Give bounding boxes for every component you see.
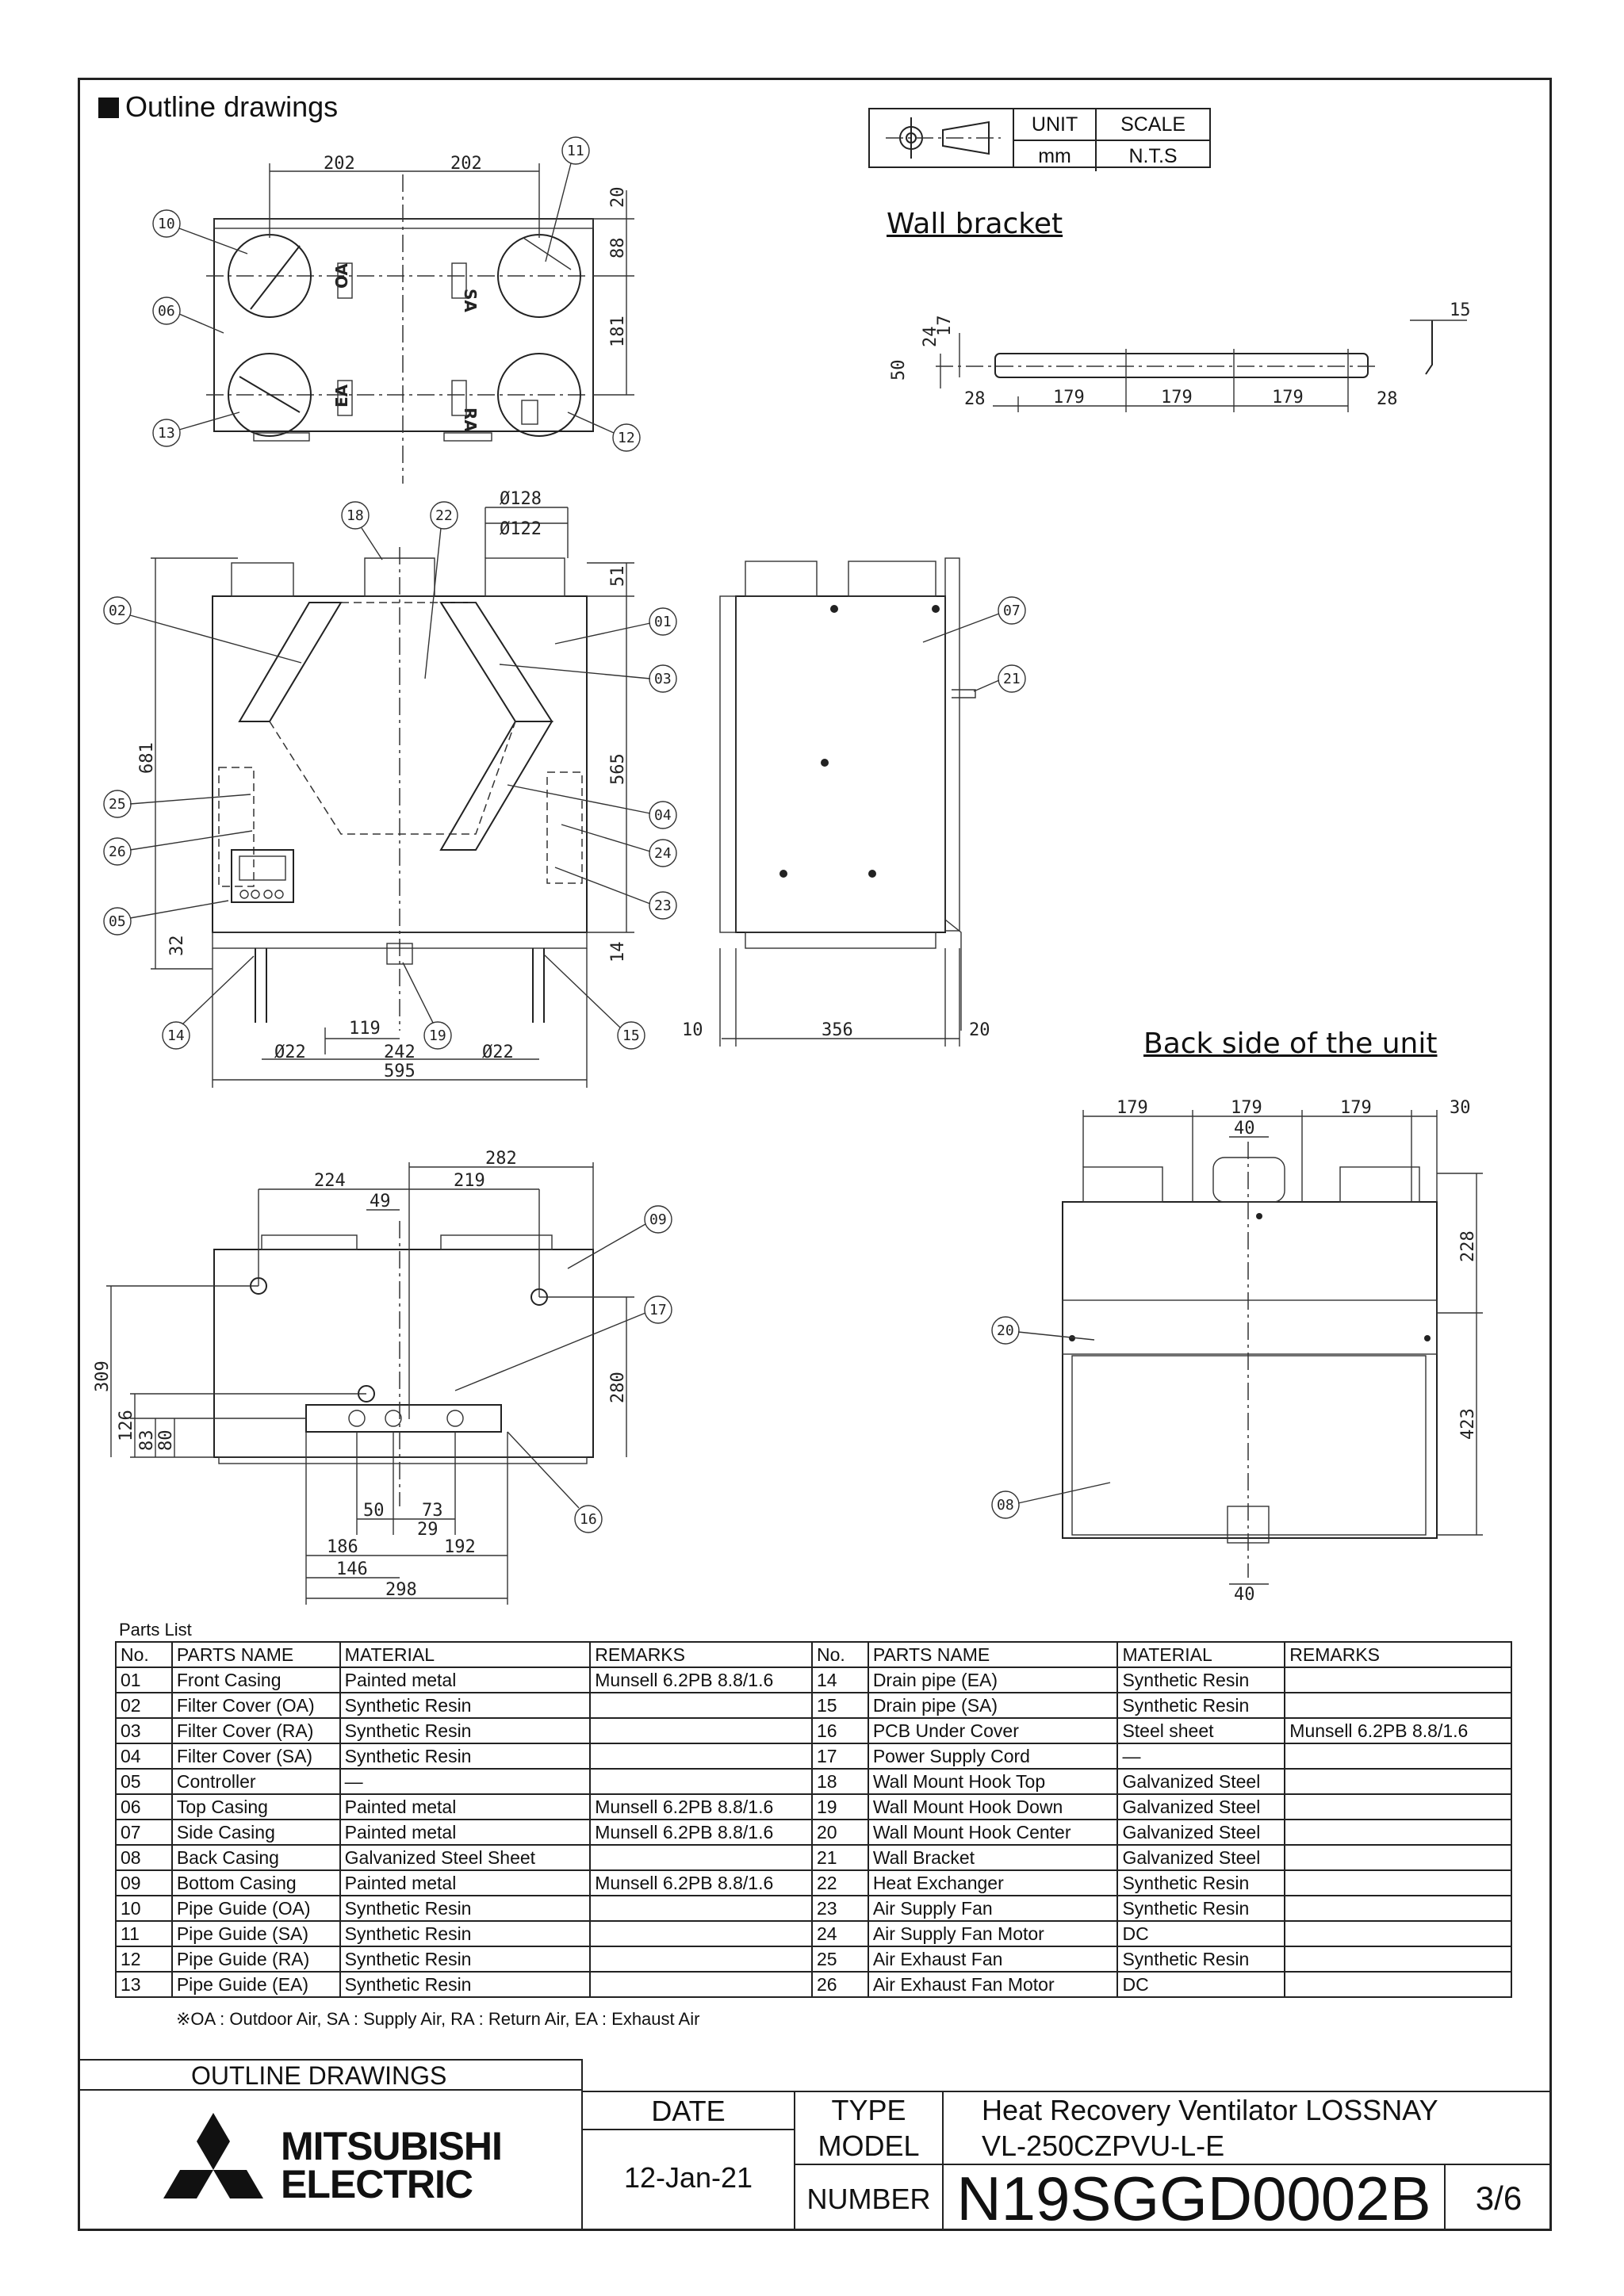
dim-bottom-126: 126 xyxy=(117,1410,136,1441)
parts-cell xyxy=(590,1921,812,1946)
parts-header-cell: REMARKS xyxy=(1285,1642,1511,1667)
callout-02: 02 xyxy=(109,603,126,619)
dim-bracket-28-left: 28 xyxy=(964,389,986,409)
parts-row xyxy=(116,1896,1511,1921)
parts-cell: 21 xyxy=(812,1845,868,1870)
brand-wordmark: MITSUBISHI ELECTRIC xyxy=(281,2124,502,2206)
parts-cell: 26 xyxy=(812,1972,868,1997)
parts-cell: Heat Exchanger xyxy=(868,1870,1118,1896)
dim-bottom-280: 280 xyxy=(608,1372,628,1403)
callout-17: 17 xyxy=(649,1302,667,1318)
dim-front-32: 32 xyxy=(167,935,187,956)
parts-row xyxy=(116,1718,1511,1743)
dim-front-51: 51 xyxy=(608,565,628,587)
parts-header-cell: PARTS NAME xyxy=(172,1642,340,1667)
parts-row xyxy=(116,1794,1511,1820)
parts-cell: Synthetic Resin xyxy=(1117,1870,1285,1896)
dim-bottom-224: 224 xyxy=(314,1171,346,1191)
parts-cell: 19 xyxy=(812,1794,868,1820)
callout-19: 19 xyxy=(429,1027,446,1044)
dim-bottom-146: 146 xyxy=(336,1559,368,1579)
parts-cell: 18 xyxy=(812,1769,868,1794)
parts-cell: 07 xyxy=(116,1820,172,1845)
parts-cell: 06 xyxy=(116,1794,172,1820)
parts-row xyxy=(116,1921,1511,1946)
parts-cell: Wall Mount Hook Top xyxy=(868,1769,1118,1794)
dim-top-202-right: 202 xyxy=(450,154,482,174)
parts-cell: — xyxy=(340,1769,591,1794)
parts-cell: Synthetic Resin xyxy=(340,1921,591,1946)
parts-cell: Side Casing xyxy=(172,1820,340,1845)
section-title: Outline drawings xyxy=(98,90,338,124)
parts-list-table xyxy=(115,1641,1512,1998)
parts-cell: Drain pipe (SA) xyxy=(868,1693,1118,1718)
dim-bottom-49: 49 xyxy=(370,1192,391,1211)
dim-bottom-192: 192 xyxy=(444,1537,476,1557)
dim-front-119: 119 xyxy=(349,1019,381,1039)
dim-front-565: 565 xyxy=(608,753,628,785)
parts-cell xyxy=(1285,1667,1511,1693)
dim-back-179-c: 179 xyxy=(1340,1098,1372,1118)
dim-back-30: 30 xyxy=(1450,1098,1471,1118)
parts-cell xyxy=(590,1946,812,1972)
parts-cell: Pipe Guide (EA) xyxy=(172,1972,340,1997)
parts-cell xyxy=(590,1845,812,1870)
number-label: NUMBER xyxy=(795,2165,944,2231)
parts-cell xyxy=(1285,1921,1511,1946)
parts-cell: Painted metal xyxy=(340,1820,591,1845)
callout-21: 21 xyxy=(1003,671,1021,687)
parts-cell: Filter Cover (OA) xyxy=(172,1693,340,1718)
parts-cell: Synthetic Resin xyxy=(340,1718,591,1743)
dim-bracket-179-a: 179 xyxy=(1053,388,1085,408)
parts-cell: Munsell 6.2PB 8.8/1.6 xyxy=(590,1820,812,1845)
callout-07: 07 xyxy=(1003,603,1021,619)
dim-side-10: 10 xyxy=(682,1020,703,1040)
parts-cell: Filter Cover (RA) xyxy=(172,1718,340,1743)
page-number: 3/6 xyxy=(1475,2179,1522,2217)
model-label: MODEL xyxy=(795,2128,944,2165)
dim-bottom-83: 83 xyxy=(137,1429,157,1451)
dim-top-181: 181 xyxy=(608,316,628,347)
parts-cell: Galvanized Steel xyxy=(1117,1820,1285,1845)
parts-cell: Synthetic Resin xyxy=(340,1896,591,1921)
callout-08: 08 xyxy=(997,1497,1014,1513)
dim-front-dia128: Ø128 xyxy=(500,489,542,509)
parts-row xyxy=(116,1743,1511,1769)
dim-bottom-50: 50 xyxy=(363,1501,385,1521)
parts-cell: 12 xyxy=(116,1946,172,1972)
parts-header-cell: PARTS NAME xyxy=(868,1642,1118,1667)
parts-cell: 02 xyxy=(116,1693,172,1718)
parts-cell: Air Exhaust Fan Motor xyxy=(868,1972,1118,1997)
parts-cell: Filter Cover (SA) xyxy=(172,1743,340,1769)
parts-cell: 14 xyxy=(812,1667,868,1693)
parts-cell: Air Exhaust Fan xyxy=(868,1946,1118,1972)
back-side-label: Back side of the unit xyxy=(1143,1027,1438,1060)
callout-04: 04 xyxy=(654,807,672,824)
parts-cell: 08 xyxy=(116,1845,172,1870)
scale-label: SCALE xyxy=(1096,109,1209,140)
dim-front-dia22-left: Ø22 xyxy=(274,1043,306,1062)
callout-23: 23 xyxy=(654,897,672,914)
parts-row xyxy=(116,1820,1511,1845)
parts-cell: Top Casing xyxy=(172,1794,340,1820)
type-label: TYPE xyxy=(795,2091,944,2128)
dim-bracket-15: 15 xyxy=(1450,300,1471,320)
parts-cell: DC xyxy=(1117,1972,1285,1997)
parts-cell: Steel sheet xyxy=(1117,1718,1285,1743)
parts-cell: Back Casing xyxy=(172,1845,340,1870)
parts-header-cell: REMARKS xyxy=(590,1642,812,1667)
parts-body xyxy=(116,1667,1511,1997)
callout-06: 06 xyxy=(158,303,175,320)
dim-bottom-80: 80 xyxy=(156,1429,176,1451)
parts-cell: Painted metal xyxy=(340,1667,591,1693)
parts-row xyxy=(116,1870,1511,1896)
dim-front-595: 595 xyxy=(384,1062,416,1081)
dim-top-88: 88 xyxy=(608,237,628,258)
parts-cell: Synthetic Resin xyxy=(340,1946,591,1972)
dim-bracket-50: 50 xyxy=(889,359,909,381)
parts-cell: Synthetic Resin xyxy=(1117,1946,1285,1972)
model-value: VL-250CZPVU-L-E xyxy=(944,2128,1552,2165)
parts-cell xyxy=(590,1693,812,1718)
parts-cell: 09 xyxy=(116,1870,172,1896)
parts-cell: Painted metal xyxy=(340,1870,591,1896)
parts-row xyxy=(116,1769,1511,1794)
parts-cell: Galvanized Steel xyxy=(1117,1794,1285,1820)
wall-bracket-view xyxy=(889,300,1471,412)
parts-cell: Galvanized Steel Sheet xyxy=(340,1845,591,1870)
title-block xyxy=(78,2059,1552,2231)
dim-front-dia22-right: Ø22 xyxy=(482,1043,514,1062)
scale-value: N.T.S xyxy=(1096,140,1209,171)
unit-label: UNIT xyxy=(1014,109,1096,140)
parts-cell xyxy=(1285,1820,1511,1845)
dim-bracket-179-b: 179 xyxy=(1161,388,1193,408)
parts-cell xyxy=(590,1972,812,1997)
parts-header-row xyxy=(116,1642,1511,1667)
parts-cell: Synthetic Resin xyxy=(340,1972,591,1997)
dim-front-681: 681 xyxy=(137,742,157,774)
parts-cell xyxy=(1285,1693,1511,1718)
dim-top-20: 20 xyxy=(608,186,628,208)
parts-cell: Wall Mount Hook Center xyxy=(868,1820,1118,1845)
dim-bracket-17: 17 xyxy=(935,315,955,336)
parts-cell: Front Casing xyxy=(172,1667,340,1693)
parts-header-cell: No. xyxy=(812,1642,868,1667)
parts-cell xyxy=(1285,1946,1511,1972)
parts-cell: Air Supply Fan xyxy=(868,1896,1118,1921)
drawing-number: N19SGGD0002B xyxy=(944,2165,1446,2231)
dim-back-40-bottom: 40 xyxy=(1234,1585,1255,1605)
parts-cell: — xyxy=(1117,1743,1285,1769)
dim-bottom-29: 29 xyxy=(417,1520,439,1540)
parts-cell: 13 xyxy=(116,1972,172,1997)
dim-back-179-a: 179 xyxy=(1116,1098,1148,1118)
parts-cell: Galvanized Steel xyxy=(1117,1769,1285,1794)
parts-cell: Synthetic Resin xyxy=(340,1693,591,1718)
parts-cell: 15 xyxy=(812,1693,868,1718)
top-view xyxy=(153,137,640,484)
callout-15: 15 xyxy=(622,1027,640,1044)
parts-cell xyxy=(1285,1972,1511,1997)
dim-bracket-28-right: 28 xyxy=(1377,389,1398,409)
parts-cell xyxy=(1285,1896,1511,1921)
parts-row xyxy=(116,1693,1511,1718)
dim-top-202-left: 202 xyxy=(324,154,355,174)
parts-cell: 01 xyxy=(116,1667,172,1693)
parts-cell: Air Supply Fan Motor xyxy=(868,1921,1118,1946)
drawing-title: OUTLINE DRAWINGS xyxy=(78,2059,583,2091)
parts-cell: Munsell 6.2PB 8.8/1.6 xyxy=(590,1870,812,1896)
callout-13: 13 xyxy=(158,425,175,442)
dim-bottom-298: 298 xyxy=(385,1580,417,1600)
dim-front-242: 242 xyxy=(384,1043,416,1062)
parts-cell: Pipe Guide (RA) xyxy=(172,1946,340,1972)
wall-bracket-label: Wall bracket xyxy=(887,208,1063,240)
parts-cell: 11 xyxy=(116,1921,172,1946)
parts-cell: Painted metal xyxy=(340,1794,591,1820)
parts-header-cell: MATERIAL xyxy=(1117,1642,1285,1667)
port-label-ea: EA xyxy=(332,384,351,408)
parts-cell xyxy=(1285,1870,1511,1896)
dim-bracket-179-c: 179 xyxy=(1272,388,1304,408)
callout-12: 12 xyxy=(618,430,635,446)
parts-header-cell: MATERIAL xyxy=(340,1642,591,1667)
dim-front-14: 14 xyxy=(608,941,628,962)
company-logo xyxy=(78,2091,583,2231)
dim-back-423: 423 xyxy=(1458,1408,1478,1440)
front-view xyxy=(104,489,676,1088)
dim-back-179-b: 179 xyxy=(1231,1098,1262,1118)
parts-cell xyxy=(590,1769,812,1794)
bottom-view xyxy=(93,1149,672,1605)
parts-cell xyxy=(590,1743,812,1769)
callout-05: 05 xyxy=(109,913,126,930)
parts-list-caption: Parts List xyxy=(119,1620,192,1640)
parts-cell: Pipe Guide (OA) xyxy=(172,1896,340,1921)
callout-09: 09 xyxy=(649,1211,667,1228)
callout-03: 03 xyxy=(654,671,672,687)
callout-10: 10 xyxy=(158,216,175,232)
callout-20: 20 xyxy=(997,1322,1014,1339)
unit-value: mm xyxy=(1038,144,1071,167)
bottom-casing-outline xyxy=(214,1249,593,1457)
parts-cell xyxy=(1285,1769,1511,1794)
dim-bottom-282: 282 xyxy=(485,1149,517,1169)
parts-cell: Drain pipe (EA) xyxy=(868,1667,1118,1693)
parts-cell: 04 xyxy=(116,1743,172,1769)
dim-back-40-top: 40 xyxy=(1234,1119,1255,1138)
parts-note: ※OA : Outdoor Air, SA : Supply Air, RA : Return Air, EA : Exhaust Air xyxy=(176,2009,700,2029)
callout-01: 01 xyxy=(654,614,672,630)
callout-26: 26 xyxy=(109,844,126,860)
port-label-sa: SA xyxy=(461,289,480,312)
parts-cell: Synthetic Resin xyxy=(1117,1667,1285,1693)
callout-18: 18 xyxy=(347,507,364,524)
dim-side-20: 20 xyxy=(969,1020,990,1040)
dim-front-dia122: Ø122 xyxy=(500,519,542,539)
parts-cell: Wall Bracket xyxy=(868,1845,1118,1870)
parts-row xyxy=(116,1667,1511,1693)
dim-bracket-24: 24 xyxy=(921,326,940,347)
callout-16: 16 xyxy=(580,1511,597,1528)
port-label-oa: OA xyxy=(332,263,351,289)
parts-cell: 25 xyxy=(812,1946,868,1972)
parts-cell: Munsell 6.2PB 8.8/1.6 xyxy=(1285,1718,1511,1743)
top-casing-outline xyxy=(214,219,593,431)
parts-row xyxy=(116,1972,1511,1997)
dim-bottom-73: 73 xyxy=(422,1501,443,1521)
parts-cell: Power Supply Cord xyxy=(868,1743,1118,1769)
parts-cell: Galvanized Steel xyxy=(1117,1845,1285,1870)
dim-side-356: 356 xyxy=(822,1020,853,1040)
parts-cell xyxy=(590,1896,812,1921)
parts-cell xyxy=(1285,1845,1511,1870)
parts-cell: 20 xyxy=(812,1820,868,1845)
side-casing-outline xyxy=(736,596,945,932)
parts-cell: Wall Mount Hook Down xyxy=(868,1794,1118,1820)
parts-cell: 17 xyxy=(812,1743,868,1769)
date-value: 12-Jan-21 xyxy=(583,2130,795,2231)
parts-cell: 03 xyxy=(116,1718,172,1743)
back-casing-outline xyxy=(1063,1202,1437,1538)
parts-row xyxy=(116,1845,1511,1870)
dim-back-228: 228 xyxy=(1458,1230,1478,1262)
dim-bottom-186: 186 xyxy=(327,1537,358,1557)
port-label-ra: RA xyxy=(461,408,480,432)
three-diamonds-logo-icon xyxy=(154,2111,273,2216)
parts-cell: 05 xyxy=(116,1769,172,1794)
parts-header-cell: No. xyxy=(116,1642,172,1667)
callout-14: 14 xyxy=(167,1027,185,1044)
parts-cell xyxy=(1285,1794,1511,1820)
side-view xyxy=(682,558,1025,1047)
type-value: Heat Recovery Ventilator LOSSNAY xyxy=(944,2091,1552,2128)
parts-cell: DC xyxy=(1117,1921,1285,1946)
parts-cell: 16 xyxy=(812,1718,868,1743)
parts-cell: Bottom Casing xyxy=(172,1870,340,1896)
parts-cell: 24 xyxy=(812,1921,868,1946)
parts-cell: PCB Under Cover xyxy=(868,1718,1118,1743)
parts-cell: Munsell 6.2PB 8.8/1.6 xyxy=(590,1794,812,1820)
parts-cell: Munsell 6.2PB 8.8/1.6 xyxy=(590,1667,812,1693)
callout-25: 25 xyxy=(109,796,126,813)
parts-cell: Synthetic Resin xyxy=(1117,1896,1285,1921)
parts-cell: 10 xyxy=(116,1896,172,1921)
wall-bracket-outline xyxy=(995,354,1368,377)
back-view xyxy=(992,1098,1483,1605)
parts-cell xyxy=(590,1718,812,1743)
date-label: DATE xyxy=(583,2091,795,2130)
callout-11: 11 xyxy=(567,143,584,159)
parts-cell: Controller xyxy=(172,1769,340,1794)
parts-cell: Synthetic Resin xyxy=(1117,1693,1285,1718)
parts-cell: 23 xyxy=(812,1896,868,1921)
callout-22: 22 xyxy=(435,507,453,524)
parts-row xyxy=(116,1946,1511,1972)
parts-cell: 22 xyxy=(812,1870,868,1896)
dim-bottom-219: 219 xyxy=(454,1171,485,1191)
parts-cell: Synthetic Resin xyxy=(340,1743,591,1769)
parts-cell: Pipe Guide (SA) xyxy=(172,1921,340,1946)
dim-bottom-309: 309 xyxy=(93,1360,113,1392)
callout-24: 24 xyxy=(654,845,672,862)
parts-cell xyxy=(1285,1743,1511,1769)
